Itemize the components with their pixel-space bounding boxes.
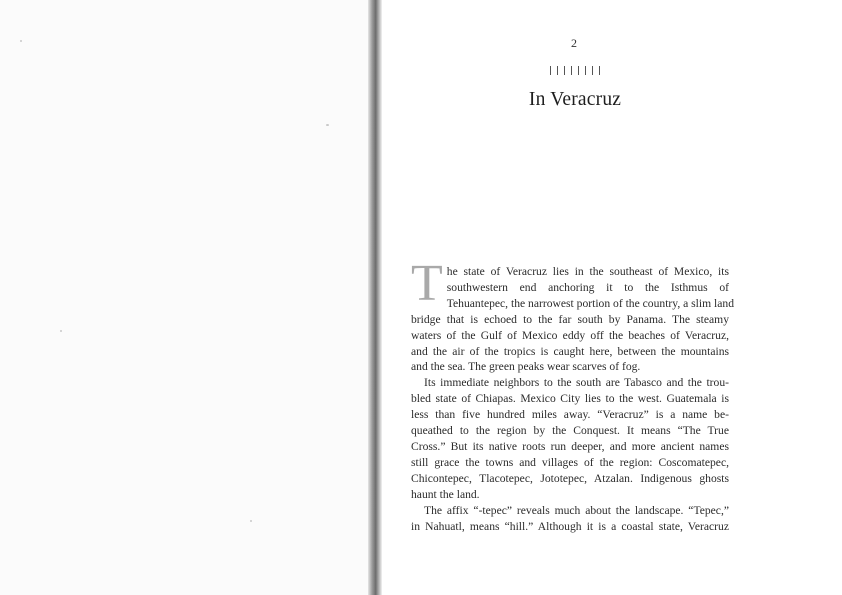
text-line: and the air of the tropics is caught here, between the mountains <box>411 344 729 358</box>
paragraph-1 <box>411 255 734 375</box>
text-line: bled state of Chiapas. Mexico City lies to the west. Guatemala is <box>411 392 729 406</box>
paragraph-3 <box>411 503 729 535</box>
paragraph-2 <box>411 375 729 502</box>
chapter-body <box>411 255 734 534</box>
text-line: he state of Veracruz lies in the southeast of Mexico, its <box>446 265 729 278</box>
drop-cap: T <box>411 255 443 312</box>
page-speck <box>20 40 22 42</box>
book-gutter <box>368 0 382 595</box>
page-speck <box>60 330 62 332</box>
left-page <box>0 0 369 595</box>
text-line: still grace the towns and villages of the region: Coscomatepec, <box>411 455 729 469</box>
page-speck <box>326 124 329 126</box>
chapter-ornament <box>550 66 600 75</box>
chapter-number: 2 <box>571 36 577 50</box>
text-line: less than five hundred miles away. “Veracruz” is a name be- <box>411 408 729 422</box>
text-line: Its immediate neighbors to the south are Tabasco and the trou- <box>424 376 729 390</box>
chapter-title: In Veracruz <box>528 89 622 110</box>
text-line: Tehuantepec, the narrowest portion of the country, a slim land <box>446 296 734 310</box>
text-line: Cross.” But its native roots run deeper, and more ancient names <box>411 439 729 453</box>
text-line: Chicontepec, Tlacotepec, Jototepec, Atzalan. Indigenous ghosts <box>411 471 729 485</box>
text-line: The affix “-tepec” reveals much about the landscape. “Tepec,” <box>424 503 729 517</box>
text-line: queathed to the region by the Conquest. It means “The True <box>411 424 729 438</box>
text-line: bridge that is echoed to the far south by Panama. The steamy <box>411 312 729 326</box>
text-line: haunt the land. <box>411 487 480 501</box>
text-line: waters of the Gulf of Mexico eddy off the beaches of Veracruz, <box>411 328 729 342</box>
text-line: southwestern end anchoring it to the Isthmus of <box>446 280 729 294</box>
text-line: and the sea. The green peaks wear scarves of fog. <box>411 360 641 374</box>
text-line: in Nahuatl, means “hill.” Although it is a coastal state, Veracruz <box>411 519 729 533</box>
page-speck <box>250 520 252 522</box>
